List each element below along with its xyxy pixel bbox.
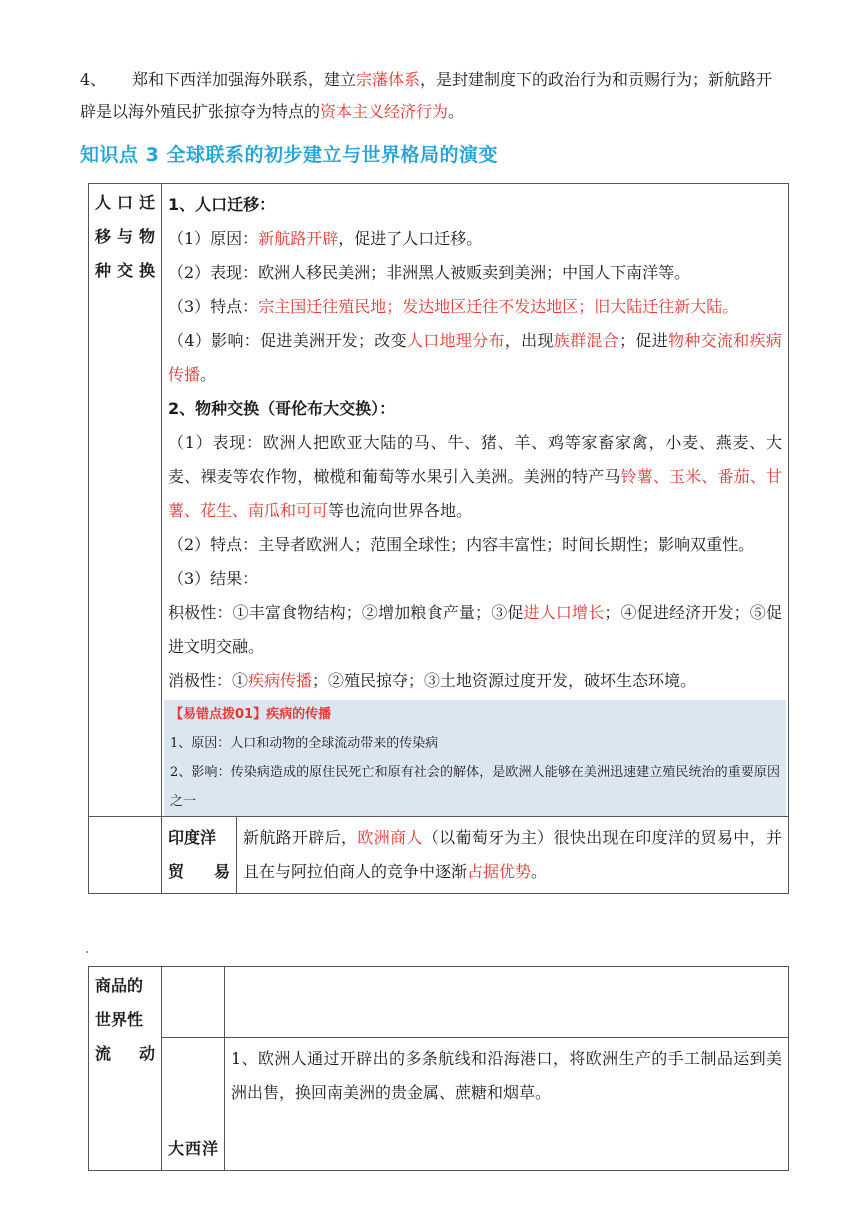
- exchange-title: 2、物种交换（哥伦布大交换）：: [168, 399, 396, 418]
- exchange-performance: （1）表现：欧洲人把欧亚大陆的马、牛、猪、羊、鸡等家畜家禽，小麦、燕麦、大麦、裸麦等农作物，橄榄和葡萄等水果引入美洲。美洲的特产马铃薯、玉米、番茄、甘薯、花生、南瓜和可可等也流向世界各地。: [168, 433, 782, 520]
- result-positive: 积极性：①丰富食物结构；②增加粮食产量；③促进人口增长；④促进经济开发；⑤促进文明交融。: [168, 603, 782, 656]
- empty-cell: [225, 967, 789, 1038]
- section-heading: 知识点 3 全球联系的初步建立与世界格局的演变: [80, 144, 498, 166]
- migration-feature: （3）特点：宗主国迁往殖民地；发达地区迁往不发达地区；旧大陆迁往新大陆。: [168, 297, 739, 316]
- empty-cell: [162, 967, 225, 1038]
- migration-reason: （1）原因：新航路开辟，促进了人口迁移。: [168, 229, 483, 248]
- tip-box: [164, 700, 786, 816]
- row-label-atlantic: 大西洋: [162, 1038, 225, 1171]
- row-label-indian-ocean: 印度洋贸易: [162, 817, 237, 894]
- migration-title: 1、人口迁移：: [168, 195, 276, 214]
- empty-cell: [89, 817, 162, 894]
- tip-line-1: 1、原因：人口和动物的全球流动带来的传染病: [170, 736, 439, 751]
- row-label-migration: 人口迁移与物种交换: [89, 184, 162, 817]
- migration-performance: （2）表现：欧洲人移民美洲；非洲黑人被贩卖到美洲；中国人下南洋等。: [168, 263, 691, 282]
- item-number: 4、: [80, 70, 107, 89]
- highlight-text: 宗藩体系: [356, 70, 421, 89]
- row-label-commodity: 商品的世界性流动: [89, 967, 162, 1171]
- page-dot: [86, 951, 88, 953]
- migration-impact: （4）影响：促进美洲开发；改变人口地理分布，出现族群混合；促进物种交流和疾病传播。: [168, 331, 782, 384]
- item-4-paragraph: 4、 郑和下西洋加强海外联系，建立宗藩体系，是封建制度下的政治行为和贡赐行为；新航路开辟是以海外殖民扩张掠夺为特点的资本主义经济行为。: [80, 64, 782, 128]
- knowledge-table-2: [88, 966, 789, 1171]
- highlight-text: 资本主义经济行为: [320, 102, 449, 121]
- exchange-result: （3）结果：: [168, 569, 259, 588]
- tip-title: 【易错点拨01】疾病的传播: [170, 707, 332, 722]
- migration-content: [162, 184, 789, 817]
- indian-ocean-content: 新航路开辟后，欧洲商人（以葡萄牙为主）很快出现在印度洋的贸易中，并且在与阿拉伯商人的竞争中逐渐占据优势。: [237, 817, 789, 894]
- knowledge-table-1: [88, 183, 789, 894]
- result-negative: 消极性：①疾病传播；②殖民掠夺；③土地资源过度开发，破坏生态环境。: [168, 671, 697, 690]
- tip-line-2: 2、影响：传染病造成的原住民死亡和原有社会的解体，是欧洲人能够在美洲迅速建立殖民统治的重要原因之一: [170, 765, 780, 809]
- atlantic-content: 1、欧洲人通过开辟出的多条航线和沿海港口，将欧洲生产的手工制品运到美洲出售，换回南美洲的贵金属、蔗糖和烟草。: [225, 1038, 789, 1171]
- exchange-feature: （2）特点：主导者欧洲人；范围全球性；内容丰富性；时间长期性；影响双重性。: [168, 535, 755, 554]
